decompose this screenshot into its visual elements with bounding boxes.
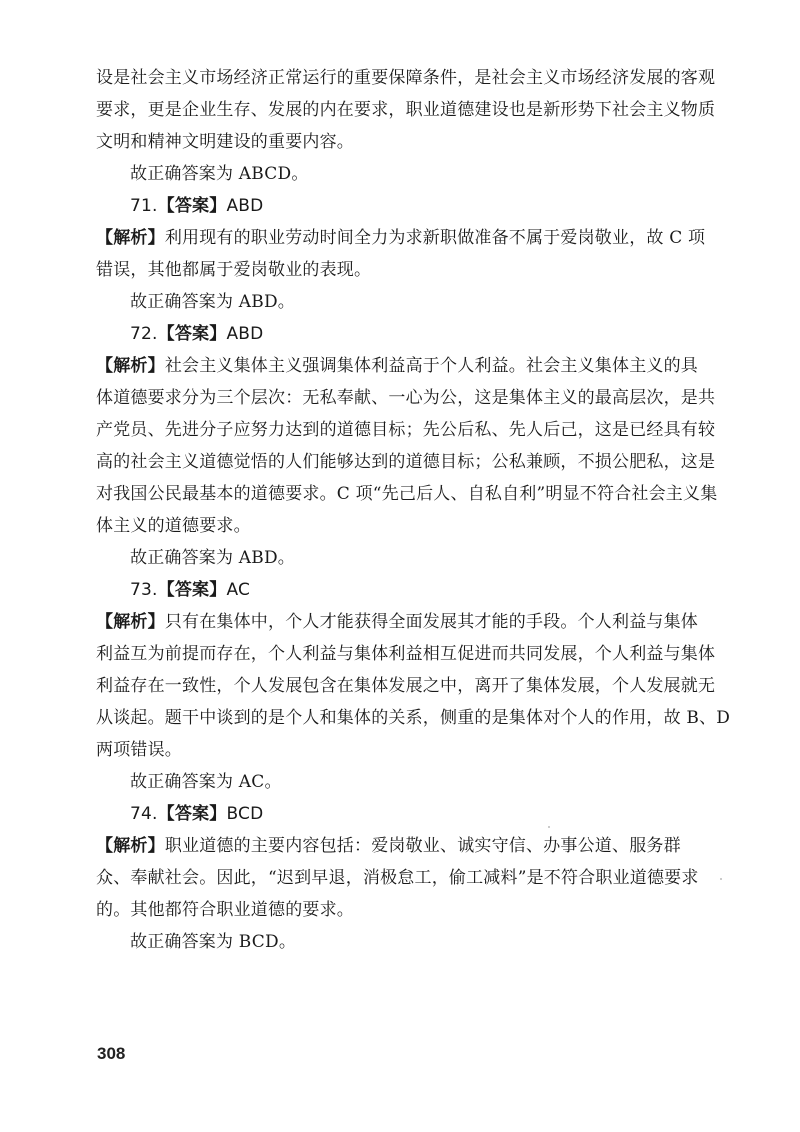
answer-label: 【答案】: [157, 804, 227, 824]
analysis-line: 高的社会主义道德觉悟的人们能够达到的道德目标；公私兼顾，不损公肥私，这是: [96, 452, 716, 472]
analysis-label: 【解析】: [96, 836, 165, 856]
page-content: [96, 62, 732, 958]
analysis-line: 利益互为前提而存在，个人利益与集体利益相互促进而共同发展，个人利益与集体: [96, 644, 716, 664]
analysis-line: 产党员、先进分子应努力达到的道德目标；先公后私、先人后己，这是已经具有较: [96, 420, 716, 440]
analysis-label: 【解析】: [96, 356, 165, 376]
answer-heading-73: [96, 574, 732, 606]
analysis-line: [96, 830, 732, 862]
question-number: 71.: [130, 196, 158, 216]
question-number: 73.: [130, 580, 158, 600]
analysis-text: 利用现有的职业劳动时间全力为求新职做准备不属于爱岗敬业，故 C 项: [164, 228, 706, 248]
analysis-line: 的。其他都符合职业道德的要求。: [96, 900, 354, 920]
answer-value: ABD: [226, 324, 264, 344]
analysis-line: 众、奉献社会。因此，“迟到早退，消极怠工，偷工减料”是不符合职业道德要求: [96, 868, 699, 888]
conclusion-74: 故正确答案为 BCD。: [130, 932, 297, 952]
analysis-line: [96, 350, 732, 382]
answer-label: 【答案】: [157, 324, 227, 344]
scan-speck: [720, 878, 722, 880]
analysis-label: 【解析】: [96, 228, 165, 248]
analysis-line: [96, 606, 732, 638]
analysis-line: 体主义的道德要求。: [96, 516, 251, 536]
analysis-text: 社会主义集体主义强调集体利益高于个人利益。社会主义集体主义的具: [164, 356, 699, 376]
analysis-text: 只有在集体中，个人才能获得全面发展其才能的手段。个人利益与集体: [164, 612, 699, 632]
conclusion-72: 故正确答案为 ABD。: [130, 548, 296, 568]
analysis-line: 对我国公民最基本的道德要求。C 项“先己后人、自私自利”明显不符合社会主义集: [96, 484, 718, 504]
answer-value: ABD: [226, 196, 264, 216]
answer-heading-72: [96, 318, 732, 350]
answer-value: AC: [226, 580, 251, 600]
analysis-line: 体道德要求分为三个层次：无私奉献、一心为公，这是集体主义的最高层次，是共: [96, 388, 716, 408]
conclusion-71: 故正确答案为 ABD。: [130, 292, 296, 312]
analysis-line: 利益存在一致性，个人发展包含在集体发展之中，离开了集体发展，个人发展就无: [96, 676, 716, 696]
analysis-label: 【解析】: [96, 612, 165, 632]
analysis-text: 职业道德的主要内容包括：爱岗敬业、诚实守信、办事公道、服务群: [164, 836, 681, 856]
answer-label: 【答案】: [157, 196, 227, 216]
analysis-line: 错误，其他都属于爱岗敬业的表现。: [96, 260, 372, 280]
analysis-line: [96, 222, 732, 254]
intro-line: 文明和精神文明建设的重要内容。: [96, 132, 354, 152]
answer-heading-71: [96, 190, 732, 222]
question-number: 74.: [130, 804, 158, 824]
intro-line: 要求，更是企业生存、发展的内在要求，职业道德建设也是新形势下社会主义物质: [96, 100, 716, 120]
intro-line: 设是社会主义市场经济正常运行的重要保障条件，是社会主义市场经济发展的客观: [96, 68, 716, 88]
intro-conclusion: 故正确答案为 ABCD。: [130, 164, 309, 184]
answer-label: 【答案】: [157, 580, 227, 600]
scan-speck: [548, 826, 550, 828]
answer-value: BCD: [226, 804, 264, 824]
answer-heading-74: [96, 798, 732, 830]
page-number: 308: [97, 1044, 126, 1063]
conclusion-73: 故正确答案为 AC。: [130, 772, 282, 792]
analysis-line: 从谈起。题干中谈到的是个人和集体的关系，侧重的是集体对个人的作用，故 B、D: [96, 708, 731, 728]
analysis-line: 两项错误。: [96, 740, 182, 760]
question-number: 72.: [130, 324, 158, 344]
